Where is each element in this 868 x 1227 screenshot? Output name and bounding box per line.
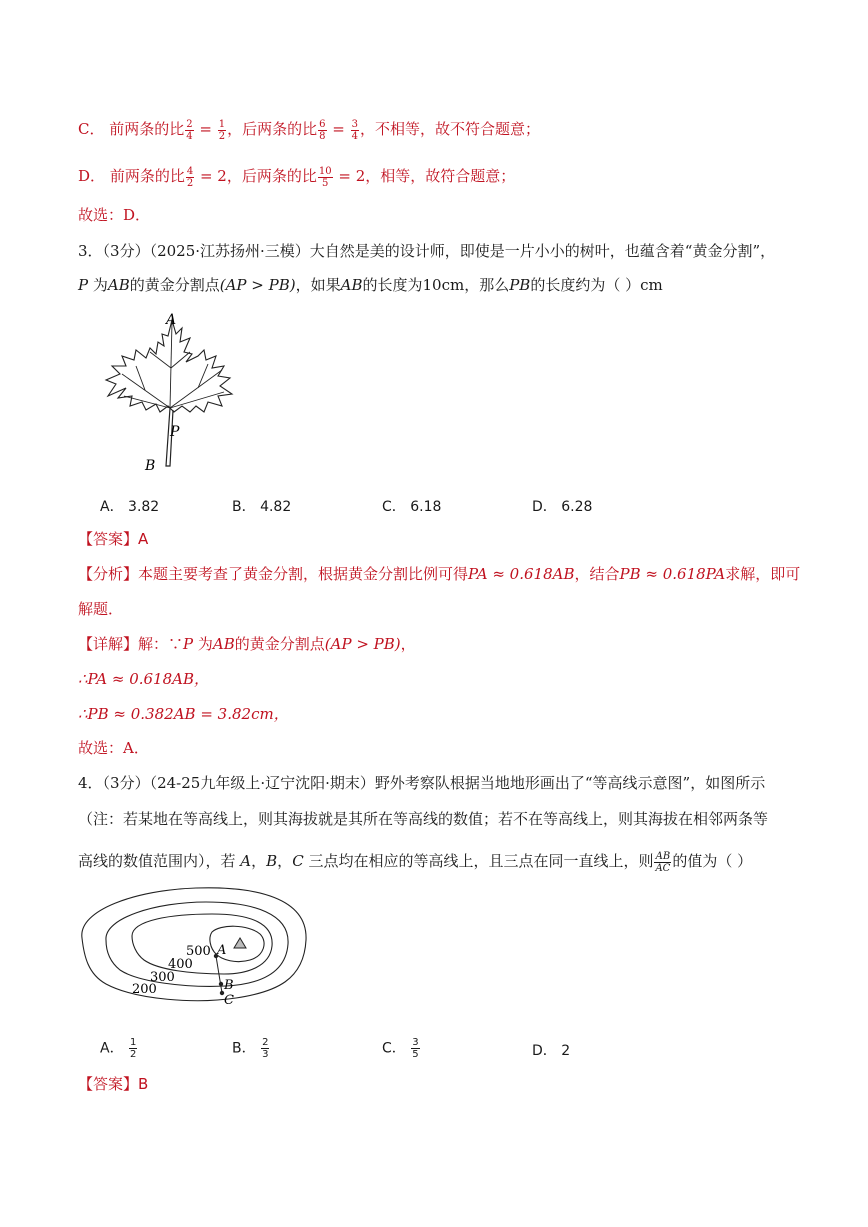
fraction: $\frac{2}{4}$ [186, 118, 193, 142]
point-p-label: P [170, 424, 180, 440]
fraction: $\frac{2}{3}$ [262, 1037, 269, 1060]
label-200: 200 [132, 982, 157, 997]
q4-option-d[interactable]: D． 2 [532, 1043, 571, 1059]
q3-answer: 【答案】A [78, 530, 149, 548]
fraction: $\frac{6}{8}$ [319, 118, 326, 142]
q4-option-a[interactable]: A． $\frac{1}{2}$ [100, 1037, 137, 1060]
label-300: 300 [150, 970, 175, 985]
q3-analysis: 【分析】本题主要考查了黄金分割，根据黄金分割比例可得PA ≈ 0.618AB，结合PB ≈ 0.618PA求解，即可 [78, 565, 801, 583]
q3-option-d[interactable]: D． 6.28 [532, 499, 593, 515]
fraction: $\frac{3}{4}$ [351, 118, 359, 142]
solution-c-line: C． 前两条的比 $\frac{2}{4}$ = $\frac{1}{2}$ ，后两条的比 $\frac{6}{8}$ = $\frac{3}{4}$ ，不相等，故不符合题意； [78, 118, 541, 142]
fraction: $\frac{4}{2}$ [186, 165, 194, 189]
q3-option-c[interactable]: C． 6.18 [382, 499, 442, 515]
q3-analysis-line2: 解题． [78, 600, 124, 618]
label-400: 400 [168, 957, 193, 972]
q4-line3: 高线的数值范围内），若 A，B，C 三点均在相应的等高线上，且三点在同一直线上，则 $\frac{AB}{AC}$ 的值为（ ） [78, 850, 753, 874]
point-a-label: A [217, 943, 227, 958]
peak-triangle-icon [234, 938, 246, 948]
q3-line2: P 为AB的黄金分割点(AP > PB)，如果AB的长度为10cm，那么PB的长度约为（ ）cm [78, 276, 663, 294]
fraction: $\frac{10}{5}$ [318, 165, 332, 189]
q3-step1: ∴PA ≈ 0.618AB， [78, 670, 209, 688]
point-c-label: C [224, 993, 234, 1008]
q3-option-a[interactable]: A． 3.82 [100, 499, 160, 515]
maple-leaf-figure [100, 308, 250, 478]
q4-line1: 4．（3分）（24-25九年级上·辽宁沈阳·期末）野外考察队根据当地地形画出了“等高线示意图”，如图所示 [78, 774, 766, 792]
q4-line2: （注：若某地在等高线上，则其海拔就是其所在等高线的数值；若不在等高线上，则其海拔在相邻两条等 [78, 810, 769, 828]
fraction: $\frac{1}{2}$ [218, 118, 226, 142]
contour-map-figure [76, 880, 316, 1015]
fraction: $\frac{3}{5}$ [412, 1037, 419, 1060]
point-b-label: B [224, 978, 234, 993]
q3-option-b[interactable]: B． 4.82 [232, 499, 292, 515]
point-b [219, 982, 223, 986]
label-500: 500 [186, 944, 211, 959]
q3-line1: 3．（3分）（2025·江苏扬州·三模）大自然是美的设计师，即使是一片小小的树叶，也蕴含着“黄金分割”， [78, 242, 776, 260]
q3-detail: 【详解】解：∵P 为AB的黄金分割点(AP > PB)， [78, 635, 416, 653]
leaf-veins [122, 322, 224, 408]
q3-step2: ∴PB ≈ 0.382AB = 3.82cm， [78, 705, 289, 723]
q3-select: 故选：A． [78, 739, 149, 757]
q4-answer: 【答案】B [78, 1075, 149, 1093]
fraction: $\frac{1}{2}$ [130, 1037, 137, 1060]
solution-d-line: D． 前两条的比 $\frac{4}{2}$ = 2，后两条的比 $\frac{10}{5}$ = 2，相等，故符合题意； [78, 165, 516, 189]
q4-option-b[interactable]: B． $\frac{2}{3}$ [232, 1037, 269, 1060]
point-b-label: B [145, 458, 156, 474]
point-a-label: A [166, 312, 177, 328]
select-d: 故选：D． [78, 206, 151, 224]
q4-option-c[interactable]: C． $\frac{3}{5}$ [382, 1037, 419, 1060]
fraction: $\frac{AB}{AC}$ [655, 850, 671, 874]
